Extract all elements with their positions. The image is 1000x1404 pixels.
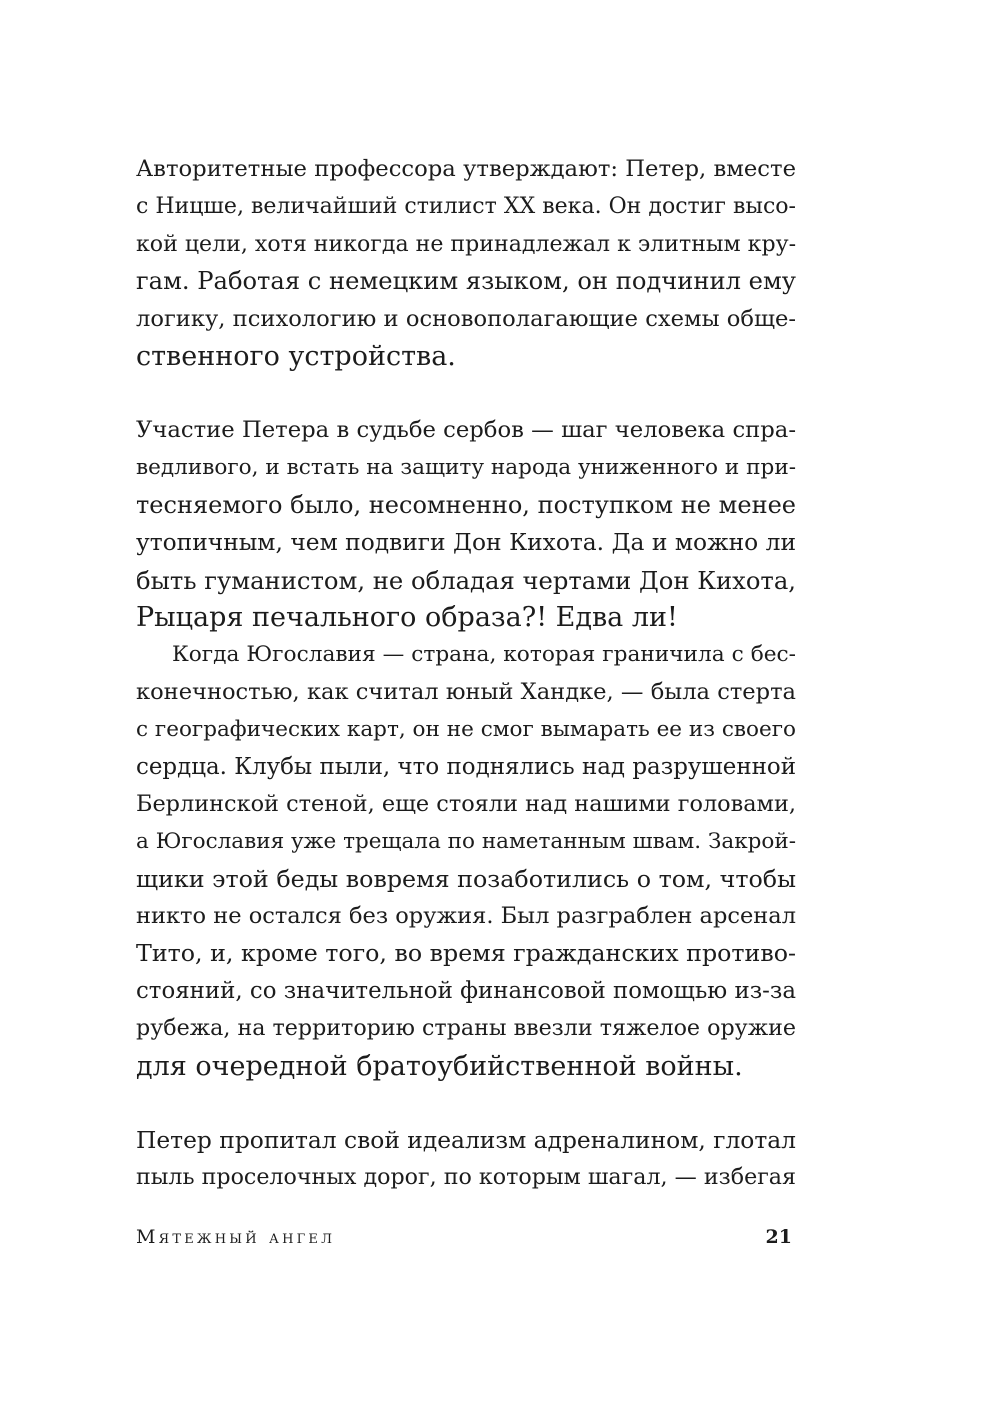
- text-line: гам. Работая с немецким языком, он подчинил ему: [136, 267, 796, 296]
- text-line: а Югославия уже трещала по наметанным швам. Закрой-: [136, 829, 796, 855]
- text-line: быть гуманистом, не обладая чертами Дон Кихота,: [136, 565, 796, 595]
- text-line: ведливого, и встать на защиту народа униженного и при-: [136, 455, 796, 481]
- text-line: логику, психологию и основополагающие схемы обще-: [136, 305, 796, 332]
- text-line: Берлинской стеной, еще стояли над нашими головами,: [136, 790, 796, 817]
- text-line: с Ницше, величайший стилист XX века. Он достиг высо-: [136, 194, 796, 220]
- text-line: щики этой беды вовремя позаботились о том, чтобы: [136, 864, 796, 893]
- text-line: Авторитетные профессора утверждают: Петер, вместе: [136, 156, 796, 182]
- text-line: для очередной братоубийственной войны.: [136, 1050, 743, 1082]
- text-line: сердца. Клубы пыли, что поднялись над разрушенной: [136, 753, 796, 780]
- text-line: кой цели, хотя никогда не принадлежал к элитным кру-: [136, 231, 797, 257]
- text-line: ственного устройства.: [136, 340, 456, 372]
- page-number: 21: [765, 1226, 792, 1248]
- text-line: с географических карт, он не смог вымарать ее из своего: [136, 717, 796, 743]
- paragraph-2: [136, 412, 796, 1085]
- text-line: стояний, со значительной финансовой помощью из-за: [136, 977, 796, 1004]
- text-line: Рыцаря печального образа?! Едва ли!: [136, 601, 678, 633]
- text-line: Тито, и, кроме того, во время гражданских противо-: [136, 939, 797, 968]
- text-line: тесняемого было, несомненно, поступком не менее: [136, 490, 796, 519]
- paragraph-1: [136, 151, 796, 375]
- text-line: никто не остался без оружия. Был разграблен арсенал: [136, 903, 796, 930]
- text-line: рубежа, на территорию страны ввезли тяжелое оружие: [136, 1015, 796, 1042]
- text-line: Когда Югославия — страна, которая граничила с бес-: [172, 642, 796, 668]
- text-line: конечностью, как считал юный Хандке, — была стерта: [136, 678, 796, 705]
- running-title: Мятежный ангел: [136, 1226, 336, 1248]
- text-line: утопичным, чем подвиги Дон Кихота. Да и можно ли: [136, 528, 796, 557]
- page-footer: [136, 1226, 796, 1254]
- text-line: Петер пропитал свой идеализм адреналином, глотал: [136, 1126, 796, 1154]
- text-line: Участие Петера в судьбе сербов — шаг человека спра-: [136, 417, 796, 443]
- paragraph-3: [136, 1122, 796, 1197]
- text-line: пыль проселочных дорог, по которым шагал, — избегая: [136, 1164, 796, 1191]
